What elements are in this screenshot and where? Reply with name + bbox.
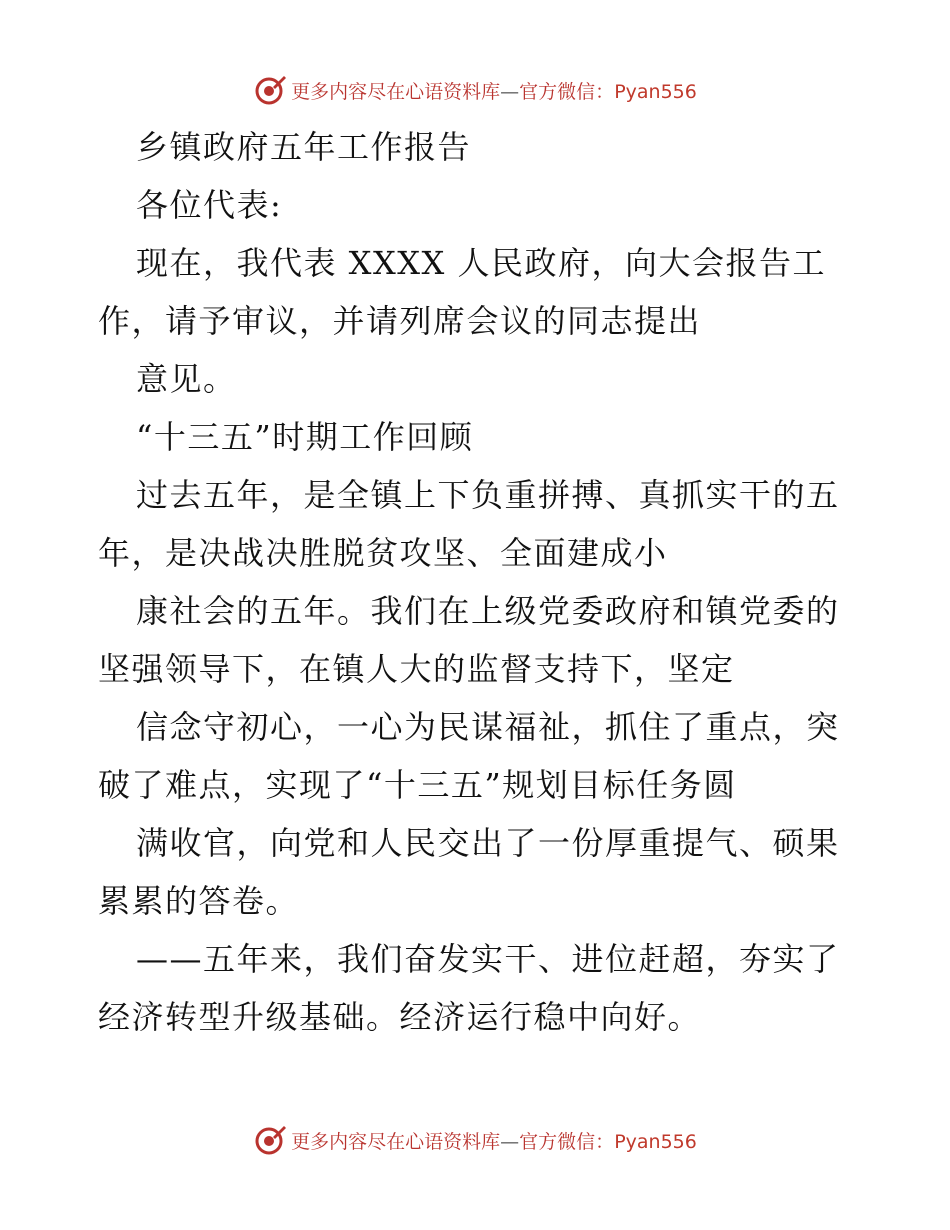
doc-line-7: 年，是决战决胜脱贫攻坚、全面建成小 (98, 534, 668, 572)
doc-line-9: 坚强领导下，在镇人大的监督支持下，坚定 (98, 650, 735, 688)
doc-line-8: 康社会的五年。我们在上级党委政府和镇党委的 (136, 592, 840, 630)
doc-line-6: 过去五年，是全镇上下负重拼搏、真抓实干的五 (136, 476, 840, 514)
banner-main-text: 更多内容尽在心语资料库 (291, 80, 501, 103)
doc-line-4: 意见。 (136, 360, 237, 398)
banner-main-text: 更多内容尽在心语资料库 (291, 1130, 501, 1153)
doc-line-11: 破了难点，实现了“十三五”规划目标任务圆 (98, 766, 737, 804)
doc-line-13: 累累的答卷。 (98, 882, 300, 920)
banner-tail-text: 官方微信： (519, 1130, 615, 1153)
banner-dash: — (500, 80, 520, 103)
pen-heart-logo-icon (253, 73, 287, 107)
pen-heart-logo-icon (253, 1123, 287, 1157)
doc-line-2: 现在，我代表 XXXX 人民政府，向大会报告工 (136, 244, 826, 282)
doc-line-12: 满收官，向党和人民交出了一份厚重提气、硕果 (136, 824, 840, 862)
banner-id-text: Pyan556 (614, 80, 697, 103)
doc-line-3: 作，请予审议，并请列席会议的同志提出 (98, 302, 702, 340)
banner-id-text: Pyan556 (614, 1130, 697, 1153)
doc-line-10: 信念守初心，一心为民谋福祉，抓住了重点，突 (136, 708, 840, 746)
banner-dash: — (500, 1130, 520, 1153)
doc-heading: “十三五”时期工作回顾 (136, 418, 474, 456)
doc-line-15: 经济转型升级基础。经济运行稳中向好。 (98, 998, 702, 1036)
doc-line-1: 各位代表: (136, 186, 283, 224)
header-watermark (0, 70, 950, 110)
banner-tail-text: 官方微信： (519, 80, 615, 103)
footer-watermark (0, 1120, 950, 1160)
doc-title: 乡镇政府五年工作报告 (136, 128, 472, 166)
doc-line-14: ——五年来，我们奋发实干、进位赶超，夯实了 (136, 940, 840, 978)
